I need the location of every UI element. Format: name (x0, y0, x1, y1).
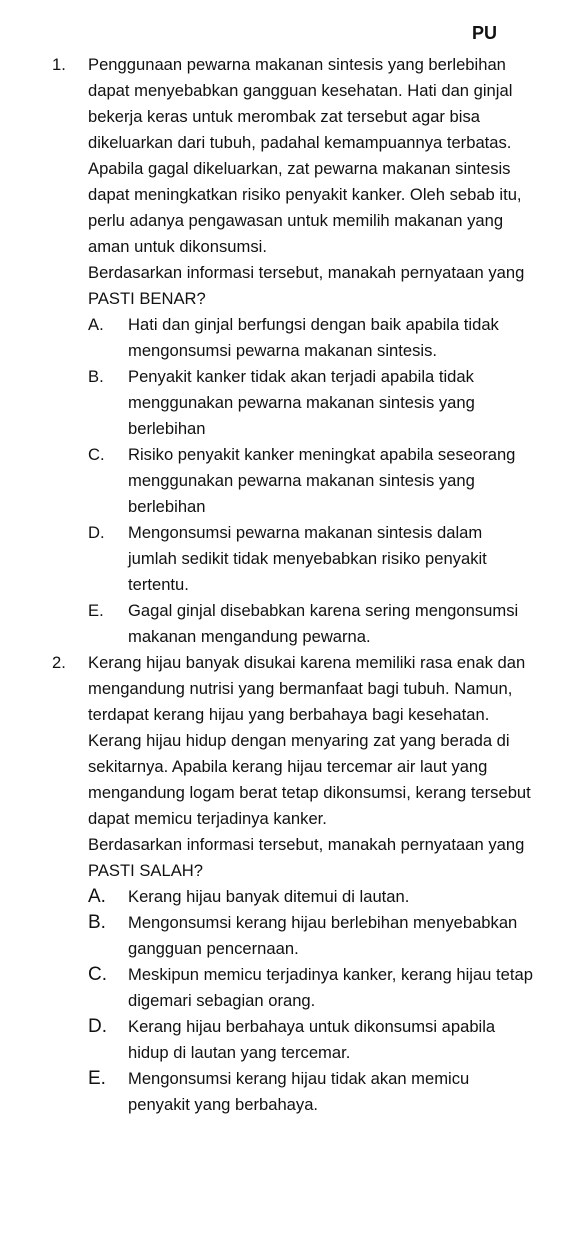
question-number: 2. (52, 653, 66, 672)
option-letter: D. (88, 1016, 107, 1037)
question-prompt: Berdasarkan informasi tersebut, manakah pernyataan yang PASTI SALAH? (88, 835, 525, 880)
section-header: PU (471, 23, 497, 43)
option-a[interactable] (88, 884, 535, 910)
question-list (0, 52, 583, 1118)
question-stem (88, 52, 535, 312)
option-text: Kerang hijau banyak ditemui di lautan. (128, 887, 410, 906)
option-letter: C. (88, 964, 107, 985)
option-letter: E. (88, 601, 104, 620)
option-text: Risiko penyakit kanker meningkat apabila seseorang menggunakan pewarna makanan sintesis yang berlebihan (128, 445, 516, 516)
option-text: Kerang hijau berbahaya untuk dikonsumsi apabila hidup di lautan yang tercemar. (128, 1017, 496, 1062)
option-text: Mengonsumsi pewarna makanan sintesis dalam jumlah sedikit tidak menyebabkan risiko penyakit tertentu. (128, 523, 487, 594)
question-passage: Penggunaan pewarna makanan sintesis yang berlebihan dapat menyebabkan gangguan kesehatan. Hati dan ginjal bekerja keras untuk merombak zat tersebut agar bisa dikeluarkan dari tubuh, padahal kemampuannya terbatas. Apabila gagal dikeluarkan, zat pewarna makanan sintesis dapat meningkatkan risiko penyakit kanker. Oleh sebab itu, perlu adanya pengawasan untuk memilih makanan yang aman untuk dikonsumsi. (88, 55, 522, 256)
option-a[interactable] (88, 312, 535, 364)
option-b[interactable] (88, 364, 535, 442)
question-2 (0, 650, 583, 1118)
option-text: Penyakit kanker tidak akan terjadi apabila tidak menggunakan pewarna makanan sintesis yang berlebihan (128, 367, 475, 438)
option-text: Mengonsumsi kerang hijau berlebihan menyebabkan gangguan pencernaan. (128, 913, 518, 958)
option-letter: C. (88, 445, 105, 464)
option-list (88, 312, 535, 650)
option-letter: A. (88, 886, 106, 907)
option-c[interactable] (88, 442, 535, 520)
option-letter: A. (88, 315, 104, 334)
option-b[interactable] (88, 910, 535, 962)
question-1 (0, 52, 583, 650)
question-stem (88, 650, 535, 884)
question-number: 1. (52, 55, 66, 74)
option-d[interactable] (88, 520, 535, 598)
option-text: Meskipun memicu terjadinya kanker, kerang hijau tetap digemari sebagian orang. (128, 965, 533, 1010)
option-d[interactable] (88, 1014, 535, 1066)
option-letter: B. (88, 912, 106, 933)
option-letter: D. (88, 523, 105, 542)
option-letter: B. (88, 367, 104, 386)
question-prompt: Berdasarkan informasi tersebut, manakah pernyataan yang PASTI BENAR? (88, 263, 525, 308)
option-e[interactable] (88, 598, 535, 650)
option-text: Mengonsumsi kerang hijau tidak akan memicu penyakit yang berbahaya. (128, 1069, 470, 1114)
option-list (88, 884, 535, 1118)
option-letter: E. (88, 1068, 106, 1089)
option-text: Gagal ginjal disebabkan karena sering mengonsumsi makanan mengandung pewarna. (128, 601, 519, 646)
option-text: Hati dan ginjal berfungsi dengan baik apabila tidak mengonsumsi pewarna makanan sintesis. (128, 315, 499, 360)
option-c[interactable] (88, 962, 535, 1014)
option-e[interactable] (88, 1066, 535, 1118)
question-passage: Kerang hijau banyak disukai karena memiliki rasa enak dan mengandung nutrisi yang bermanfaat bagi tubuh. Namun, terdapat kerang hijau yang berbahaya bagi kesehatan. Kerang hijau hidup dengan menyaring zat yang berada di sekitarnya. Apabila kerang hijau tercemar air laut yang mengandung logam berat tetap dikonsumsi, kerang tersebut dapat memicu terjadinya kanker. (88, 653, 531, 828)
